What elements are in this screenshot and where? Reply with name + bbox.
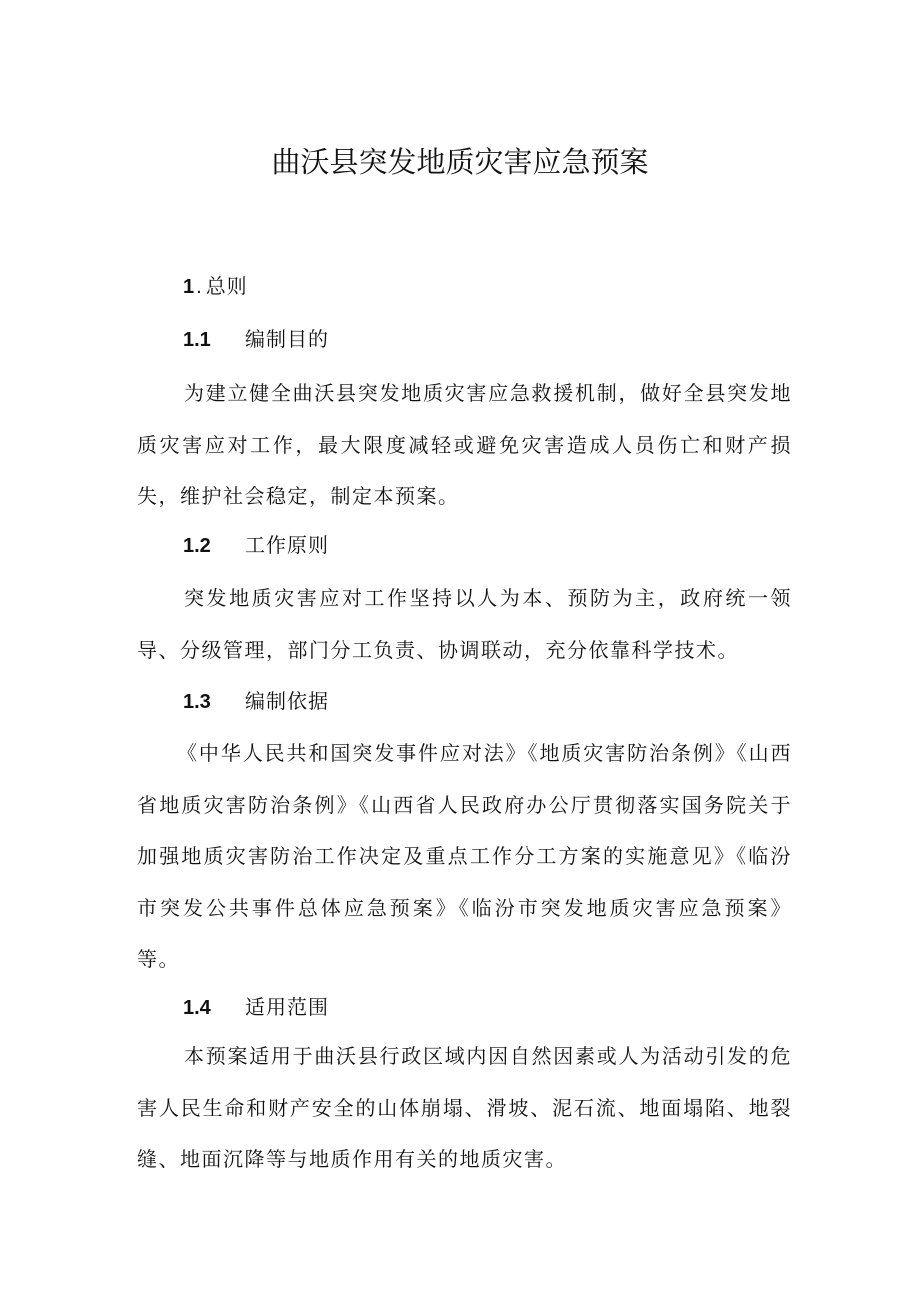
section-heading-1 [183, 271, 248, 302]
section-number: 1.2 [183, 535, 211, 557]
section-heading-1-4 [183, 992, 329, 1023]
section-heading-1-2 [183, 530, 329, 561]
section-title: 编制目的 [245, 327, 329, 351]
paragraph-principles: 突发地质灾害应对工作坚持以人为本、预防为主，政府统一领导、分级管理，部门分工负责、协调联动，充分依靠科学技术。 [137, 586, 792, 662]
section-title: 编制依据 [245, 689, 329, 713]
section-number: 1 [183, 276, 195, 298]
section-title: 工作原则 [245, 533, 329, 557]
section-heading-1-1 [183, 324, 329, 355]
section-number-separator: . [196, 276, 202, 298]
section-number: 1.4 [183, 997, 211, 1019]
section-heading-1-3 [183, 686, 329, 717]
paragraph-scope: 本预案适用于曲沃县行政区域内因自然因素或人为活动引发的危害人民生命和财产安全的山体崩塌、滑坡、泥石流、地面塌陷、地裂缝、地面沉降等与地质作用有关的地质灾害。 [137, 1044, 792, 1171]
paragraph-basis: 《中华人民共和国突发事件应对法》《地质灾害防治条例》《山西省地质灾害防治条例》《山西省人民政府办公厅贯彻落实国务院关于加强地质灾害防治工作决定及重点工作分工方案的实施意见》《临汾市突发公共事件总体应急预案》《临汾市突发地质灾害应急预案》等。 [137, 741, 792, 971]
document-title: 曲沃县突发地质灾害应急预案 [271, 145, 649, 179]
section-number: 1.1 [183, 329, 211, 351]
paragraph-purpose: 为建立健全曲沃县突发地质灾害应急救援机制，做好全县突发地质灾害应对工作，最大限度减轻或避免灾害造成人员伤亡和财产损失，维护社会稳定，制定本预案。 [137, 381, 792, 508]
section-title: 总则 [205, 274, 248, 298]
section-title: 适用范围 [245, 995, 329, 1019]
section-number: 1.3 [183, 691, 211, 713]
